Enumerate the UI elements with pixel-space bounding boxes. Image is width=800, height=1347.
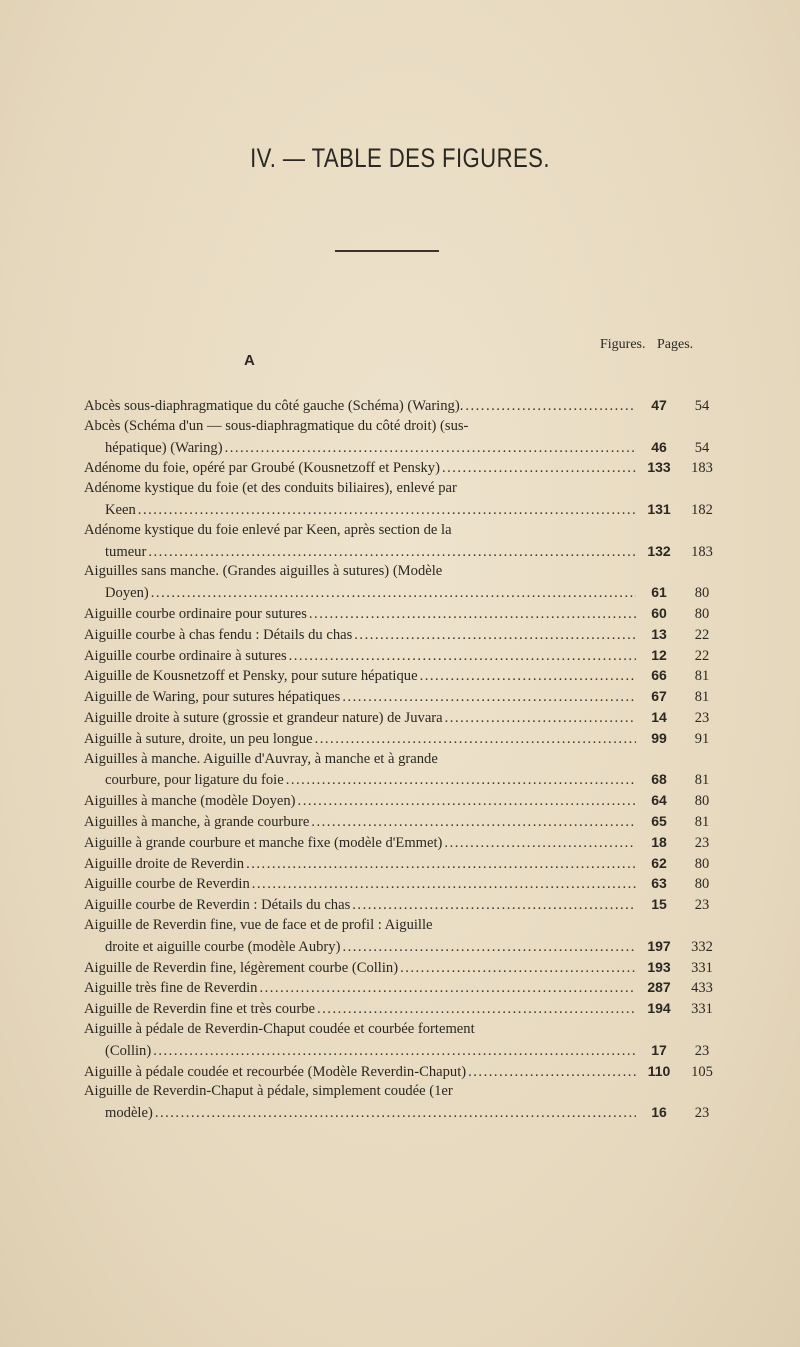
- entry-line: [84, 395, 724, 416]
- entry-line: [84, 478, 724, 499]
- entry-line: [84, 437, 724, 458]
- entry-line: [84, 499, 724, 520]
- entry-text: Abcès sous-diaphragmatique du côté gauche (Schéma) (Waring).: [84, 398, 464, 414]
- leader-dots: [148, 542, 636, 563]
- index-entry: [84, 624, 724, 645]
- entry-text: Doyen): [105, 585, 149, 602]
- figure-number: 65: [651, 812, 667, 829]
- figure-number: 61: [651, 584, 667, 601]
- figure-number: 66: [651, 667, 667, 684]
- figure-number: 287: [647, 979, 671, 996]
- page-number: 331: [691, 1001, 713, 1018]
- leader-dots: [444, 833, 636, 854]
- index-entry: [84, 478, 724, 520]
- entry-line: [84, 582, 724, 603]
- page-number: 80: [694, 855, 710, 872]
- leader-dots: [153, 1041, 636, 1062]
- figure-number: 46: [651, 438, 667, 455]
- page-number: 91: [694, 730, 710, 747]
- leader-dots: [225, 438, 636, 459]
- figure-number: 197: [647, 937, 671, 954]
- figure-number: 193: [647, 958, 671, 975]
- page-number: 332: [691, 938, 713, 955]
- index-entry: [84, 749, 724, 791]
- index-entry: [84, 457, 724, 478]
- figure-number: 194: [647, 1000, 671, 1017]
- figure-index-list: [84, 395, 724, 1123]
- section-letter: A: [244, 352, 255, 369]
- entry-line: [84, 1102, 724, 1123]
- entry-line: [84, 957, 724, 978]
- page-number: 105: [691, 1063, 713, 1080]
- entry-line: [84, 707, 724, 728]
- page-number: 183: [691, 460, 713, 477]
- page-number: 23: [694, 709, 710, 726]
- page-number: 23: [694, 1042, 710, 1059]
- entry-text: Aiguille de Reverdin-Chaput à pédale, simplement coudée (1er: [84, 1083, 453, 1100]
- entry-text: Aiguilles à manche, à grande courbure: [84, 813, 310, 830]
- leader-dots: [286, 770, 636, 791]
- entry-text: Aiguille de Reverdin fine, vue de face et de profil : Aiguille: [84, 916, 433, 933]
- leader-dots: [298, 791, 636, 812]
- index-entry: [84, 1061, 724, 1082]
- page-number: 54: [694, 398, 710, 414]
- index-entry: [84, 561, 724, 603]
- entry-line: [84, 1081, 724, 1102]
- page-number: 182: [691, 501, 713, 518]
- figure-number: 131: [647, 500, 671, 517]
- figure-number: 64: [651, 792, 667, 809]
- entry-line: [84, 998, 724, 1019]
- title-divider: [335, 250, 439, 252]
- entry-text: Aiguilles à manche (modèle Doyen): [84, 793, 296, 810]
- entry-text: Aiguilles sans manche. (Grandes aiguilles à sutures) (Modèle: [84, 563, 443, 580]
- entry-text: Aiguille de Reverdin fine, légèrement courbe (Collin): [84, 959, 399, 976]
- entry-line: [84, 977, 724, 998]
- entry-line: [84, 624, 724, 645]
- figure-number: 18: [651, 833, 667, 850]
- entry-text: Adénome du foie, opéré par Groubé (Kousnetzoff et Pensky): [84, 460, 440, 477]
- figure-number: 68: [651, 771, 667, 788]
- index-entry: [84, 1081, 724, 1123]
- index-entry: [84, 686, 724, 707]
- index-entry: [84, 603, 724, 624]
- entry-line: [84, 1040, 724, 1061]
- index-entry: [84, 977, 724, 998]
- page-number: 23: [694, 897, 710, 914]
- figure-number: 16: [651, 1104, 667, 1121]
- entry-text: Aiguille de Kousnetzoff et Pensky, pour suture hépatique: [84, 668, 418, 685]
- entry-text: Adénome kystique du foie enlevé par Keen, après section de la: [84, 521, 452, 538]
- entry-text: Aiguille droite de Reverdin: [84, 855, 245, 872]
- page-number: 81: [694, 813, 710, 830]
- index-entry: [84, 998, 724, 1019]
- entry-text: Aiguilles à manche. Aiguille d'Auvray, à manche et à grande: [84, 750, 438, 767]
- figure-number: 14: [651, 708, 667, 725]
- page-number: 80: [694, 793, 710, 810]
- entry-text: Aiguille à pédale coudée et recourbée (Modèle Reverdin-Chaput): [84, 1063, 467, 1080]
- figure-number: 62: [651, 854, 667, 871]
- page-number: 22: [694, 647, 710, 664]
- leader-dots: [289, 646, 636, 667]
- index-entry: [84, 1019, 724, 1061]
- entry-line: [84, 915, 724, 936]
- figure-number: 47: [651, 397, 667, 413]
- entry-line: [84, 645, 724, 666]
- entry-text: Aiguille courbe de Reverdin : Détails du chas: [84, 897, 351, 914]
- index-entry: [84, 811, 724, 832]
- index-entry: [84, 707, 724, 728]
- page-number: 80: [694, 585, 710, 602]
- leader-dots: [246, 854, 636, 875]
- entry-line: [84, 728, 724, 749]
- entry-line: [84, 416, 724, 437]
- page-number: 81: [694, 668, 710, 685]
- entry-line: [84, 1019, 724, 1040]
- leader-dots: [465, 396, 636, 417]
- leader-dots: [400, 958, 636, 979]
- index-entry: [84, 873, 724, 894]
- index-entry: [84, 520, 724, 562]
- page-number: 81: [694, 689, 710, 706]
- entry-line: [84, 790, 724, 811]
- page-number: 23: [694, 834, 710, 851]
- figure-number: 13: [651, 625, 667, 642]
- entry-line: [84, 520, 724, 541]
- entry-text: tumeur: [105, 543, 147, 560]
- figure-number: 60: [651, 604, 667, 621]
- entry-line: [84, 457, 724, 478]
- entry-text: Aiguille à pédale de Reverdin-Chaput coudée et courbée fortement: [84, 1020, 475, 1037]
- entry-line: [84, 936, 724, 957]
- index-entry: [84, 665, 724, 686]
- entry-line: [84, 686, 724, 707]
- page-number: 81: [694, 772, 710, 789]
- index-entry: [84, 790, 724, 811]
- figure-number: 133: [647, 459, 671, 476]
- entry-text: Aiguille droite à suture (grossie et grandeur nature) de Juvara: [84, 709, 443, 726]
- index-entry: [84, 728, 724, 749]
- index-entry: [84, 915, 724, 957]
- figure-number: 63: [651, 875, 667, 892]
- page-title: IV. — TABLE DES FIGURES.: [250, 143, 550, 173]
- page-number: 80: [694, 876, 710, 893]
- figure-number: 67: [651, 688, 667, 705]
- leader-dots: [445, 708, 636, 729]
- entry-text: Abcès (Schéma d'un — sous-diaphragmatique du côté droit) (sus-: [84, 417, 469, 434]
- leader-dots: [342, 937, 636, 958]
- page-number: 183: [691, 543, 713, 560]
- page-number: 22: [694, 626, 710, 643]
- index-entry: [84, 853, 724, 874]
- entry-line: [84, 603, 724, 624]
- entry-text: (Collin): [105, 1042, 152, 1059]
- figures-column-header: Figures.: [600, 337, 646, 352]
- entry-line: [84, 853, 724, 874]
- figure-number: 12: [651, 646, 667, 663]
- figure-number: 99: [651, 729, 667, 746]
- entry-text: modèle): [105, 1105, 153, 1122]
- entry-line: [84, 873, 724, 894]
- entry-line: [84, 561, 724, 582]
- leader-dots: [315, 729, 636, 750]
- leader-dots: [309, 604, 636, 625]
- entry-text: Aiguille à suture, droite, un peu longue: [84, 730, 313, 747]
- index-entry: [84, 645, 724, 666]
- leader-dots: [468, 1062, 636, 1083]
- entry-line: [84, 1061, 724, 1082]
- figure-number: 17: [651, 1041, 667, 1058]
- index-entry: [84, 894, 724, 915]
- index-entry: [84, 416, 724, 458]
- entry-text: courbure, pour ligature du foie: [105, 772, 284, 789]
- page-number: 80: [694, 605, 710, 622]
- leader-dots: [252, 874, 636, 895]
- entry-text: hépatique) (Waring): [105, 439, 223, 456]
- figure-number: 132: [647, 542, 671, 559]
- page-number: 23: [694, 1105, 710, 1122]
- page-number: 331: [691, 959, 713, 976]
- entry-line: [84, 749, 724, 770]
- entry-text: Aiguille courbe de Reverdin: [84, 876, 250, 893]
- entry-line: [84, 832, 724, 853]
- index-entry: [84, 832, 724, 853]
- leader-dots: [155, 1103, 636, 1124]
- leader-dots: [352, 895, 636, 916]
- entry-text: droite et aiguille courbe (modèle Aubry): [105, 938, 341, 955]
- index-entry: [84, 395, 724, 416]
- entry-text: Aiguille à grande courbure et manche fixe (modèle d'Emmet): [84, 834, 443, 851]
- leader-dots: [138, 500, 636, 521]
- entry-line: [84, 665, 724, 686]
- leader-dots: [342, 687, 636, 708]
- page-number: 54: [694, 439, 710, 456]
- leader-dots: [311, 812, 636, 833]
- entry-text: Aiguille courbe ordinaire à sutures: [84, 647, 287, 664]
- figure-number: 110: [647, 1062, 671, 1079]
- leader-dots: [420, 666, 636, 687]
- entry-text: Aiguille courbe à chas fendu : Détails du chas: [84, 626, 353, 643]
- entry-line: [84, 894, 724, 915]
- entry-text: Aiguille de Waring, pour sutures hépatiques: [84, 689, 341, 706]
- leader-dots: [151, 583, 636, 604]
- entry-text: Keen: [105, 501, 136, 518]
- page-number: 433: [691, 980, 713, 997]
- leader-dots: [317, 999, 636, 1020]
- index-entry: [84, 957, 724, 978]
- figure-number: 15: [651, 896, 667, 913]
- entry-text: Aiguille de Reverdin fine et très courbe: [84, 1001, 315, 1018]
- leader-dots: [442, 458, 636, 479]
- entry-line: [84, 811, 724, 832]
- leader-dots: [259, 978, 636, 999]
- entry-text: Aiguille courbe ordinaire pour sutures: [84, 605, 307, 622]
- pages-column-header: Pages.: [657, 337, 694, 352]
- entry-line: [84, 541, 724, 562]
- entry-text: Aiguille très fine de Reverdin: [84, 980, 258, 997]
- entry-line: [84, 769, 724, 790]
- entry-text: Adénome kystique du foie (et des conduits biliaires), enlevé par: [84, 480, 457, 497]
- leader-dots: [354, 625, 636, 646]
